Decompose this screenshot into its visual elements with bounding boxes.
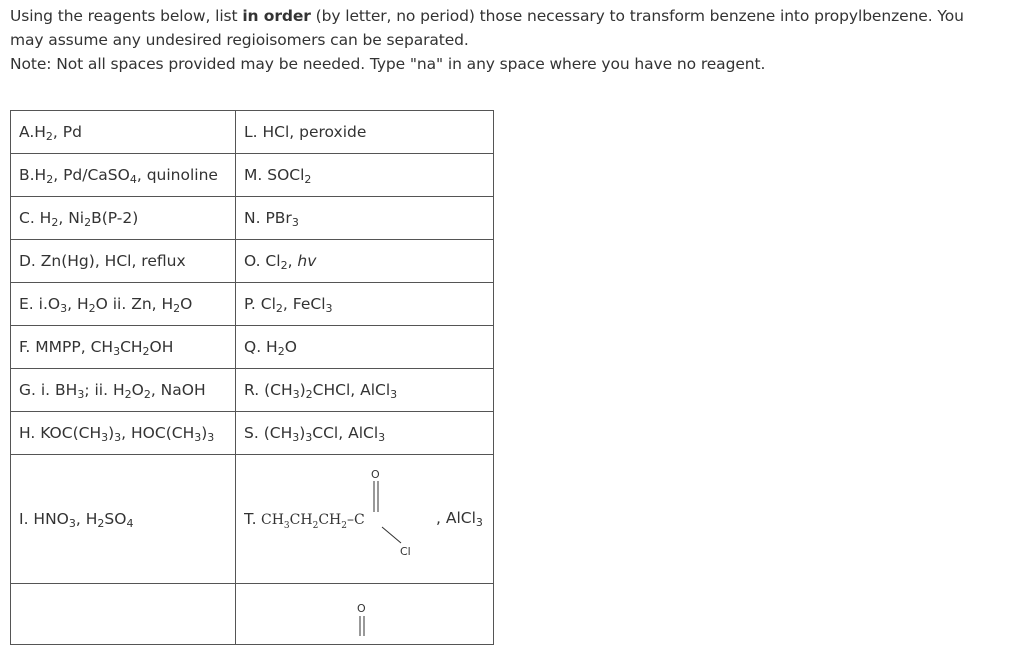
table-row [11,154,494,197]
question-note: Note: Not all spaces provided may be needed. Type "na" in any space where you have no reagent. [10,55,766,73]
reagent-a: $A.H_2$, Pd [11,111,236,154]
reagent-e: E. $i.O_3$, $H_2O$ ii. Zn, $H_2O$ [11,283,236,326]
table-row [11,111,494,154]
table-row [11,240,494,283]
reagent-n: N. PBr$_3$ [236,197,494,240]
table-row [11,369,494,412]
next-carbonyl-drawing [348,592,378,636]
reagent-t-letter: T. [244,510,257,528]
table-row [11,326,494,369]
lewis-acid: , AlCl$_3$ [436,509,483,529]
reagent-s: S. $(CH_3)_3CCl$, AlCl$_3$ [236,412,494,455]
reagent-b: $B.H_2$, Pd/CaSO$_4$, quinoline [11,154,236,197]
table-row [11,283,494,326]
reagent-q: Q. $H_2O$ [236,326,494,369]
reagent-f: F. MMPP, $CH_3CH_2OH$ [11,326,236,369]
acyl-chloride-structure [244,455,493,583]
table-row [11,412,494,455]
table-row [11,197,494,240]
chlorine-label: Cl [400,545,411,558]
reagent-l: L. HCl, peroxide [236,111,494,154]
chain-formula: $CH_3CH_2CH_2-C$ [261,512,365,531]
reagent-o: O. $Cl_2$, hv [236,240,494,283]
c-cl-bond [382,527,401,543]
reagent-g: G. i. $BH_3$; ii. $H_2O_2$, NaOH [11,369,236,412]
oxygen-label-2: O [357,602,366,615]
table-row [11,584,494,645]
reagent-empty [11,584,236,645]
emphasis-in-order: in order [242,7,311,25]
reagent-m: M. SOCl$_2$ [236,154,494,197]
butanoyl-chloride-drawing [244,455,434,583]
reagent-h: H. $KOC(CH_3)_3$, $HOC(CH_3)_3$ [11,412,236,455]
oxygen-label: O [371,468,380,481]
question-text [10,4,1000,76]
reagent-i: I. $HNO_3$, $H_2SO_4$ [11,455,236,584]
reagent-d: D. Zn(Hg), HCl, reflux [11,240,236,283]
question-instruction: Using the reagents below, list in order (by letter, no period) those necessary to transform benzene into propylbenzene. You may assume any undesired regioisomers can be separated. [10,7,964,49]
reagent-p: P. $Cl_2$, FeCl$_3$ [236,283,494,326]
table-row [11,455,494,584]
reagent-partial [236,584,494,645]
reagent-t [236,455,494,584]
reagent-r: R. $(CH_3)_2CHCl$, AlCl$_3$ [236,369,494,412]
reagent-table [10,110,494,645]
reagent-c: C. $H_2$, $Ni_2B(P-2)$ [11,197,236,240]
